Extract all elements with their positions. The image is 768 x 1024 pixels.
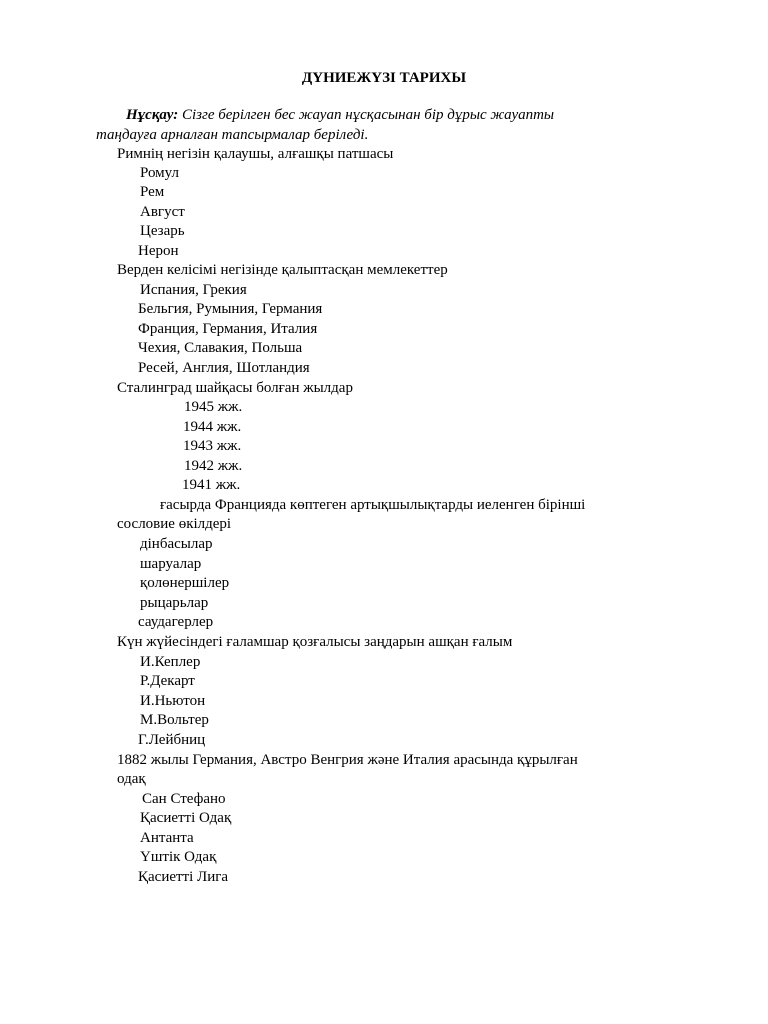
question-6-text-line-2: одақ xyxy=(117,771,146,787)
q3-option-4: 1942 жж. xyxy=(184,458,243,474)
q3-option-5: 1941 жж. xyxy=(182,477,241,493)
q3-option-3: 1943 жж. xyxy=(183,438,242,454)
q2-option-5: Ресей, Англия, Шотландия xyxy=(138,360,310,376)
q6-option-4: Үштік Одақ xyxy=(140,849,217,865)
q1-option-5: Нерон xyxy=(138,243,179,259)
instruction-label: Нұсқау: xyxy=(126,107,179,123)
q6-option-1: Сан Стефано xyxy=(142,791,226,807)
question-4-text-line-1: ғасырда Францияда көптеген артықшылықтарды иеленген бірінші xyxy=(160,497,586,513)
q1-option-1: Ромул xyxy=(140,165,180,181)
q5-option-2: Р.Декарт xyxy=(140,673,195,689)
q1-option-4: Цезарь xyxy=(140,223,185,239)
instruction-text-1: Сізге берілген бес жауап нұсқасынан бір дұрыс жауапты xyxy=(178,107,555,123)
q4-option-3: қолөнершілер xyxy=(140,575,230,591)
q4-option-4: рыцарьлар xyxy=(140,595,209,611)
question-1-text: Римнің негізін қалаушы, алғашқы патшасы xyxy=(117,146,394,162)
question-2-text: Верден келісімі негізінде қалыптасқан мемлекеттер xyxy=(117,262,448,278)
q5-option-1: И.Кеплер xyxy=(140,654,201,670)
question-5-text: Күн жүйесіндегі ғаламшар қозғалысы заңдарын ашқан ғалым xyxy=(117,634,513,650)
q4-option-2: шаруалар xyxy=(140,556,202,572)
question-4-text-line-2: сословие өкілдері xyxy=(117,516,232,532)
q4-option-5: саудагерлер xyxy=(138,614,214,630)
page-title: ДҮНИЕЖҮЗІ ТАРИХЫ xyxy=(301,70,467,86)
q5-option-3: И.Ньютон xyxy=(140,693,206,709)
q3-option-2: 1944 жж. xyxy=(183,419,242,435)
q2-option-3: Франция, Германия, Италия xyxy=(138,321,318,337)
q2-option-2: Бельгия, Румыния, Германия xyxy=(138,301,323,317)
instruction xyxy=(96,105,696,145)
q2-option-1: Испания, Грекия xyxy=(140,282,247,298)
question-6-text-line-1: 1882 жылы Германия, Австро Венгрия және Италия арасында құрылған xyxy=(117,752,578,768)
q6-option-2: Қасиетті Одақ xyxy=(140,810,232,826)
q1-option-3: Август xyxy=(140,204,185,220)
q5-option-5: Г.Лейбниц xyxy=(138,732,206,748)
instruction-line-2: таңдауға арналған тапсырмалар беріледі. xyxy=(96,127,369,143)
q4-option-1: дінбасылар xyxy=(140,536,213,552)
instruction-line-1 xyxy=(96,105,696,125)
q1-option-2: Рем xyxy=(140,184,165,200)
question-3-text: Сталинград шайқасы болған жылдар xyxy=(117,380,353,396)
q3-option-1: 1945 жж. xyxy=(184,399,243,415)
q2-option-4: Чехия, Славакия, Польша xyxy=(138,340,303,356)
q5-option-4: М.Вольтер xyxy=(140,712,209,728)
q6-option-3: Антанта xyxy=(140,830,194,846)
q6-option-5: Қасиетті Лига xyxy=(138,869,229,885)
